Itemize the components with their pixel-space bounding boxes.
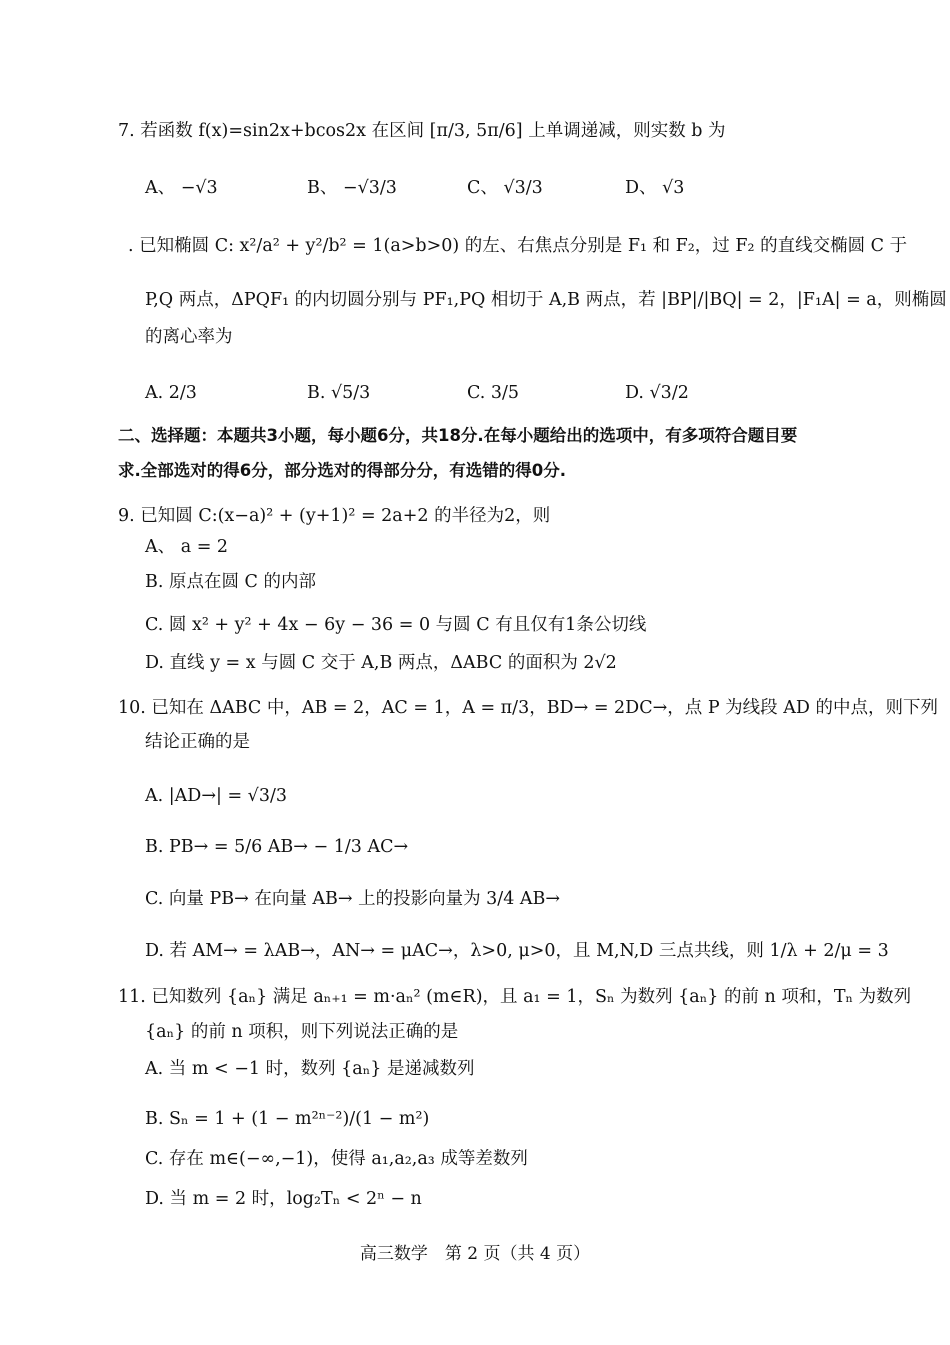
q8-option-c: C. 3/5: [467, 383, 520, 403]
q9-option-b: B. 原点在圆 C 的内部: [145, 572, 317, 592]
q8-option-b: B. √5/3: [307, 383, 371, 403]
q10-option-b: B. PB→ = 5/6 AB→ − 1/3 AC→: [145, 837, 409, 857]
q9-option-c: C. 圆 x² + y² + 4x − 6y − 36 = 0 与圆 C 有且仅有1条公切线: [145, 615, 647, 635]
q10-option-d: D. 若 AM→ = λAB→，AN→ = μAC→，λ>0, μ>0，且 M,N,D 三点共线，则 1/λ + 2/μ = 3: [145, 941, 889, 961]
page-footer: 高三数学 第 2 页（共 4 页）: [359, 1244, 591, 1264]
q7-option-a: A、 −√3: [145, 178, 218, 198]
q8-stem-line2: P,Q 两点，ΔPQF₁ 的内切圆分别与 PF₁,PQ 相切于 A,B 两点，若 |BP|/|BQ| = 2，|F₁A| = a，则椭圆: [145, 290, 947, 310]
q7-stem: 7. 若函数 f(x)=sin2x+bcos2x 在区间 [π/3, 5π/6] 上单调递减，则实数 b 为: [118, 121, 726, 141]
q8-option-a: A. 2/3: [145, 383, 197, 403]
q10-stem-line2: 结论正确的是: [145, 732, 250, 752]
q7-option-b: B、 −√3/3: [307, 178, 397, 198]
q7-option-c: C、 √3/3: [467, 178, 543, 198]
q7-option-d: D、 √3: [625, 178, 685, 198]
q11-option-a: A. 当 m < −1 时，数列 {aₙ} 是递减数列: [145, 1059, 475, 1079]
section2-line2: 求.全部选对的得6分，部分选对的得部分分，有选错的得0分.: [118, 461, 566, 480]
q11-stem-line2: {aₙ} 的前 n 项积，则下列说法正确的是: [145, 1022, 459, 1042]
q9-option-d: D. 直线 y = x 与圆 C 交于 A,B 两点，ΔABC 的面积为 2√2: [145, 653, 617, 673]
q9-stem: 9. 已知圆 C:(x−a)² + (y+1)² = 2a+2 的半径为2，则: [118, 506, 551, 526]
q8-stem-line3: 的离心率为: [145, 327, 233, 347]
q8-stem-line1: . 已知椭圆 C: x²/a² + y²/b² = 1(a>b>0) 的左、右焦点分别是 F₁ 和 F₂，过 F₂ 的直线交椭圆 C 于: [128, 236, 908, 256]
q10-stem-line1: 10. 已知在 ΔABC 中，AB = 2，AC = 1，A = π/3，BD→ = 2DC→，点 P 为线段 AD 的中点，则下列: [118, 698, 938, 718]
q10-option-c: C. 向量 PB→ 在向量 AB→ 上的投影向量为 3/4 AB→: [145, 889, 561, 909]
q11-option-c: C. 存在 m∈(−∞,−1)，使得 a₁,a₂,a₃ 成等差数列: [145, 1149, 528, 1169]
q10-option-a: A. |AD→| = √3/3: [145, 786, 287, 806]
section2-line1: 二、选择题：本题共3小题，每小题6分，共18分.在每小题给出的选项中，有多项符合题目要: [118, 426, 798, 445]
q8-option-d: D. √3/2: [625, 383, 689, 403]
q11-option-d: D. 当 m = 2 时，log₂Tₙ < 2ⁿ − n: [145, 1189, 422, 1209]
q11-stem-line1: 11. 已知数列 {aₙ} 满足 aₙ₊₁ = m·aₙ² (m∈R)，且 a₁ = 1，Sₙ 为数列 {aₙ} 的前 n 项和，Tₙ 为数列: [118, 987, 912, 1007]
q11-option-b: B. Sₙ = 1 + (1 − m²ⁿ⁻²)/(1 − m²): [145, 1109, 430, 1129]
q9-option-a: A、 a = 2: [145, 537, 229, 557]
